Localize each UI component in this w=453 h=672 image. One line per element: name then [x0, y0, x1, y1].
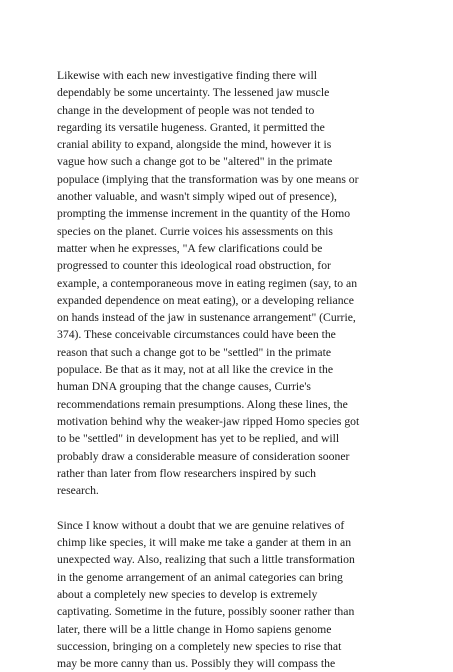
paragraph-line: rather than later from flow researchers inspired by such: [57, 466, 316, 480]
paragraph-line: chimp like species, it will make me take a gander at them in an: [57, 536, 352, 550]
paragraph-line: human DNA grouping that the change causes, Currie's: [57, 380, 311, 394]
paragraph-line: reason that such a change got to be "settled" in the primate: [57, 345, 332, 359]
paragraph-line: on hands instead of the jaw in sustenance arrangement" (Currie,: [57, 311, 356, 325]
paragraph-line: change in the development of people was not tended to: [57, 103, 315, 117]
paragraph-2: [57, 517, 409, 672]
paragraph-line: vague how such a change got to be "altered" in the primate: [57, 155, 333, 169]
paragraph-line: populace (implying that the transformation was by one means or: [57, 172, 359, 186]
paragraph-line: species on the planet. Currie voices his assessments on this: [57, 224, 333, 238]
paragraph-1: [57, 67, 409, 499]
paragraph-line: example, a contemporaneous move in eating regimen (say, to an: [57, 276, 358, 290]
paragraph-line: unexpected way. Also, realizing that such a little transformation: [57, 553, 355, 567]
paragraph-line: prompting the immense increment in the quantity of the Homo: [57, 207, 351, 221]
paragraph-line: matter when he expresses, "A few clarifications could be: [57, 241, 323, 255]
paragraph-line: Since I know without a doubt that we are genuine relatives of: [57, 518, 345, 532]
paragraph-line: in the genome arrangement of an animal categories can bring: [57, 570, 343, 584]
paragraph-line: Likewise with each new investigative finding there will: [57, 69, 317, 82]
paragraph-line: populace. Be that as it may, not at all like the crevice in the: [57, 363, 334, 377]
paragraph-line: regarding its versatile hugeness. Granted, it permitted the: [57, 120, 325, 134]
paragraph-line: probably draw a considerable measure of consideration sooner: [57, 449, 350, 463]
paragraph-line: recommendations remain presumptions. Along these lines, the: [57, 397, 348, 411]
paragraph-line: later, there will be a little change in Homo sapiens genome: [57, 622, 332, 636]
paragraph-line: may be more canny than us. Possibly they will compass the: [57, 657, 336, 671]
document-body: [57, 67, 409, 672]
paragraph-line: to be "settled" in development has yet to be replied, and will: [57, 432, 340, 446]
paragraph-line: succession, bringing on a completely new species to rise that: [57, 639, 342, 653]
paragraph-spacer: [57, 499, 409, 516]
paragraph-line: dependably be some uncertainty. The lessened jaw muscle: [57, 86, 330, 100]
paragraph-line: motivation behind why the weaker-jaw ripped Homo species got: [57, 414, 360, 428]
paragraph-line: progressed to counter this ideological road obstruction, for: [57, 259, 331, 273]
paragraph-line: expanded dependence on meat eating), or a developing reliance: [57, 293, 354, 307]
paragraph-line: 374). These conceivable circumstances could have been the: [57, 328, 336, 342]
paragraph-line: about a completely new species to develop is extremely: [57, 587, 318, 601]
paragraph-line: cranial ability to expand, alongside the mind, however it is: [57, 138, 332, 152]
paragraph-line: captivating. Sometime in the future, possibly sooner rather than: [57, 605, 355, 619]
paragraph-line: another valuable, and wasn't simply wiped out of presence),: [57, 190, 337, 204]
paragraph-line: research.: [57, 484, 99, 498]
